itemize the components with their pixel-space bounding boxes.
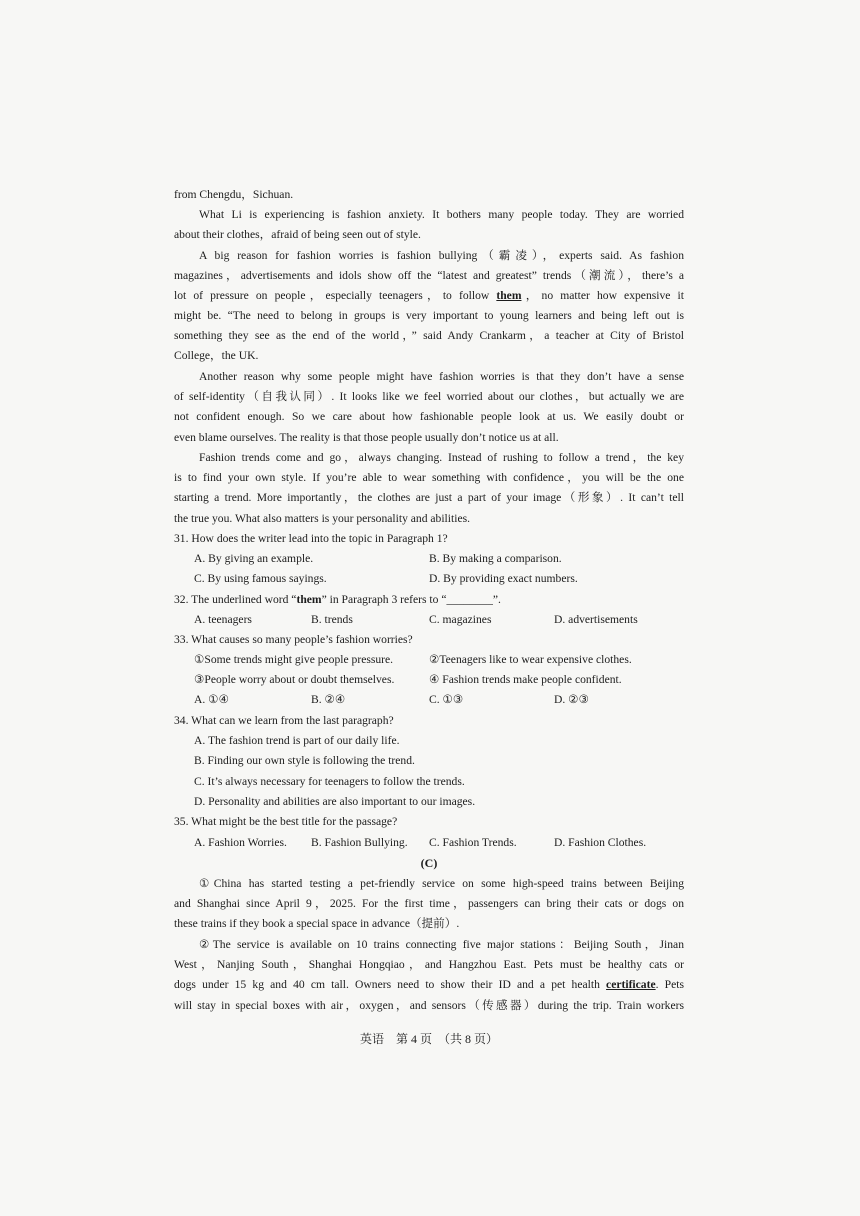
paragraph-line: A big reason for fashion worries is fashion bullying（霸凌），experts said. As fashion (199, 249, 684, 262)
q33-option-c[interactable]: C. ①③ (429, 693, 464, 706)
paragraph-line: and Shanghai since April 9，2025. For the first time，passengers can bring their cats or dogs on (174, 897, 684, 910)
q31-option-d[interactable]: D. By providing exact numbers. (429, 572, 578, 585)
paragraph-line: Another reason why some people might have fashion worries is that they don’t have a sense (199, 370, 684, 383)
q35-option-a[interactable]: A. Fashion Worries. (194, 836, 287, 849)
underlined-word: them (496, 289, 522, 302)
q35-option-c[interactable]: C. Fashion Trends. (429, 836, 517, 849)
paragraph-line: even blame ourselves. The reality is that those people usually don’t notice us at all. (174, 431, 559, 444)
paragraph-line: not confident enough. So we care about how fashionable people look at us. We easily doubt or (174, 410, 684, 423)
q34-option-c[interactable]: C. It’s always necessary for teenagers to follow the trends. (194, 775, 465, 788)
q31-option-c[interactable]: C. By using famous sayings. (194, 572, 327, 585)
question-34-stem: 34. What can we learn from the last paragraph? (174, 714, 394, 727)
q32-option-d[interactable]: D. advertisements (554, 613, 638, 626)
paragraph-line: might be. “The need to belong in groups is very important to young learners and being left out is (174, 309, 684, 322)
q34-option-d[interactable]: D. Personality and abilities are also important to our images. (194, 795, 476, 808)
q32-option-c[interactable]: C. magazines (429, 613, 492, 626)
q33-option-b[interactable]: B. ②④ (311, 693, 346, 706)
q34-option-b[interactable]: B. Finding our own style is following the trend. (194, 754, 415, 767)
paragraph-line: about their clothes，afraid of being seen out of style. (174, 228, 421, 241)
paragraph-line: West，Nanjing South，Shanghai Hongqiao，and Hangzhou East. Pets must be healthy cats or (174, 958, 684, 971)
bold-word: them (296, 593, 322, 606)
q33-statement-2: ②Teenagers like to wear expensive clothes. (429, 653, 632, 666)
paragraph-line-underlined (174, 286, 684, 306)
q35-option-b[interactable]: B. Fashion Bullying. (311, 836, 408, 849)
question-32-stem (174, 590, 684, 610)
paragraph-line: starting a trend. More importantly，the clothes are just a part of your image（形象）. It can’t tell (174, 491, 684, 504)
q35-option-d[interactable]: D. Fashion Clothes. (554, 836, 647, 849)
q33-statement-4: ④ Fashion trends make people confident. (429, 673, 622, 686)
paragraph-line: ①China has started testing a pet-friendly service on some high-speed trains between Beijing (199, 877, 684, 890)
paragraph-line: will stay in special boxes with air，oxygen，and sensors（传感器）during the trip. Train workers (174, 999, 684, 1012)
paragraph-line: What Li is experiencing is fashion anxiety. It bothers many people today. They are worried (199, 208, 684, 221)
question-31-stem: 31. How does the writer lead into the topic in Paragraph 1? (174, 532, 448, 545)
text-segment: lot of pressure on people，especially teenagers，to follow (174, 289, 497, 302)
text-segment: dogs under 15 kg and 40 cm tall. Owners need to show their ID and a pet health (174, 978, 607, 991)
q34-option-a[interactable]: A. The fashion trend is part of our daily life. (194, 734, 400, 747)
q32-option-a[interactable]: A. teenagers (194, 613, 252, 626)
underlined-word: certificate (606, 978, 656, 991)
q31-option-a[interactable]: A. By giving an example. (194, 552, 314, 565)
question-35-stem: 35. What might be the best title for the passage? (174, 815, 398, 828)
q31-option-b[interactable]: B. By making a comparison. (429, 552, 562, 565)
text-segment: ，no matter how expensive it (521, 289, 684, 302)
text-segment: ” in Paragraph 3 refers to “________”. (321, 593, 501, 606)
paragraph-line-underlined (174, 975, 684, 995)
paragraph-line: magazines，advertisements and idols show off the “latest and greatest” trends（潮流），there’s a (174, 269, 684, 282)
section-heading-c: (C) (420, 856, 438, 870)
question-33-stem: 33. What causes so many people’s fashion worries? (174, 633, 413, 646)
q33-option-a[interactable]: A. ①④ (194, 693, 229, 706)
page-footer: 英语 第 4 页 （共 8 页） (359, 1032, 498, 1046)
text-segment: 32. The underlined word “ (174, 593, 297, 606)
paragraph-line: of self-identity（自我认同）. It looks like we feel worried about our clothes，but actually we are (174, 390, 684, 403)
paragraph-line: ②The service is available on 10 trains connecting five major stations：Beijing South，Jinan (199, 938, 684, 951)
paragraph-line: Fashion trends come and go，always changing. Instead of rushing to follow a trend，the key (199, 451, 684, 464)
text-segment: . Pets (655, 978, 684, 991)
paragraph-tail: from Chengdu，Sichuan. (174, 188, 294, 201)
q32-option-b[interactable]: B. trends (311, 613, 353, 626)
q33-statement-3: ③People worry about or doubt themselves. (194, 673, 395, 686)
paragraph-line: the true you. What also matters is your personality and abilities. (174, 512, 471, 525)
paragraph-line: something they see as the end of the world，” said Andy Crankarm，a teacher at City of Bristol (174, 329, 684, 342)
paragraph-line: College，the UK. (174, 349, 259, 362)
q33-option-d[interactable]: D. ②③ (554, 693, 589, 706)
paragraph-line: these trains if they book a special space in advance（提前）. (174, 917, 460, 930)
paragraph-line: is to find your own style. If you’re able to wear something with confidence，you will be the one (174, 471, 684, 484)
q33-statement-1: ①Some trends might give people pressure. (194, 653, 394, 666)
